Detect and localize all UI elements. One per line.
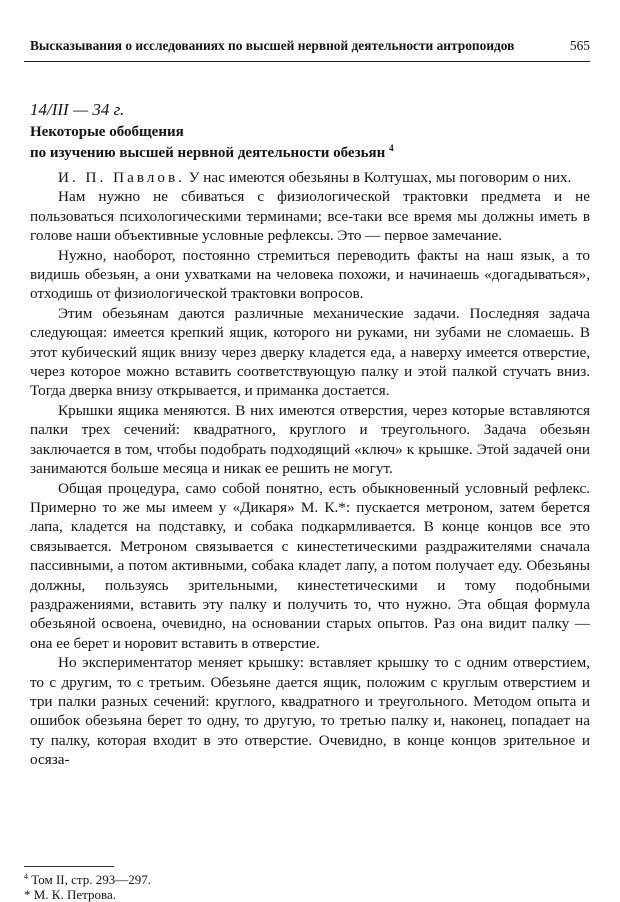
footnotes: [24, 869, 151, 902]
footnote-1-text: Том II, стр. 293—297.: [28, 872, 151, 887]
section-heading-text: по изучению высшей нервной деятельности обезьян: [30, 145, 386, 161]
footnote-1: [24, 869, 151, 887]
paragraph-2: Нам нужно не сбиваться с физиологической трактовки предмета и не пользоваться психологическими терминами; все-таки все время мы должны иметь в голове наши объективные условные рефлексы. Это — первое замечание.: [30, 188, 590, 245]
paragraph-3: Нужно, наоборот, постоянно стремиться переводить факты на наш язык, а то видишь обезьян, а они ухватками на человека похожи, и начинаешь «догадываться», отходишь от физиологической трактовки вопросов.: [30, 246, 590, 303]
paragraph-7: Но экспериментатор меняет крышку: вставляет крышку то с одним отверстием, то с другим, то с третьим. Обезьяне дается ящик, положим с круглым отверстием и три палки разных сечений: круглого, квадратного и треугольного. Методом опыта и ошибок обезьяна берет то одну, то другую, то третью палку и, наконец, попадает на ту палку, которая входит в это отверстие. Очевидно, в конце концов зрительное и осяза-: [30, 654, 590, 769]
speaker-name: И. П. Павлов.: [58, 169, 185, 186]
section-heading-line1: Некоторые обобщения: [30, 124, 184, 140]
section-heading-line2: [30, 143, 394, 162]
running-head-title: Высказывания о исследованиях по высшей нервной деятельности антропоидов: [30, 38, 515, 53]
header-rule: [24, 61, 590, 62]
footnote-2-text: М. К. Петрова.: [30, 887, 116, 902]
heading-footnote-mark: 4: [389, 143, 394, 153]
paragraph-4: Этим обезьянам даются различные механические задачи. Последняя задача следующая: имеется крепкий ящик, которого ни руками, ни зубами не сломаешь. В этот кубический ящик внизу через дверку кладется еда, а наверху имеется отверстие, через которое можно вставить соответствующую палку и этой палкой стучать вниз. Тогда дверка внизу открывается, и приманка достается.: [30, 304, 590, 400]
footnote-1-mark: 4: [24, 872, 28, 881]
section-date: 14/III — 34 г.: [30, 100, 125, 119]
running-head: [30, 38, 590, 58]
footnote-2-mark: *: [24, 887, 31, 902]
footnote-rule: [24, 866, 114, 867]
page-number: 565: [569, 38, 590, 53]
paragraph-1-text: У нас имеются обезьяны в Колтушах, мы поговорим о них.: [184, 169, 572, 186]
body-text: [30, 168, 590, 770]
paragraph-1: [30, 168, 590, 187]
paragraph-5: Крышки ящика меняются. В них имеются отверстия, через которые вставляются палки трех сечений: квадратного, круглого и треугольного. Задача обезьян заключается в том, чтобы подобрать подходящий «ключ» к крышке. Этой задачей они занимаются больше месяца и никак ее решить не могут.: [30, 401, 590, 478]
paragraph-6: Общая процедура, само собой понятно, есть обыкновенный условный рефлекс. Примерно то же мы имеем у «Дикаря» М. К.*: пускается метроном, затем берется лапа, кладется на подставку, и собака подкармливается. В конце концов все это связывается. Метроном связывается с кинестетическими раздражителями сначала пассивными, а потом активными, собака кладет лапу, а потом получает еду. Обезьяны должны, пользуясь зрительными, кинестетическими и тому подобными раздражениями, вставить эту палку и получить то, что нужно. Эта общая формула обезьяной освоена, очевидно, на основании старых опытов. Раз она видит палку — она ее берет и норовит вставить в отверстие.: [30, 479, 590, 652]
footnote-2: [24, 887, 151, 902]
